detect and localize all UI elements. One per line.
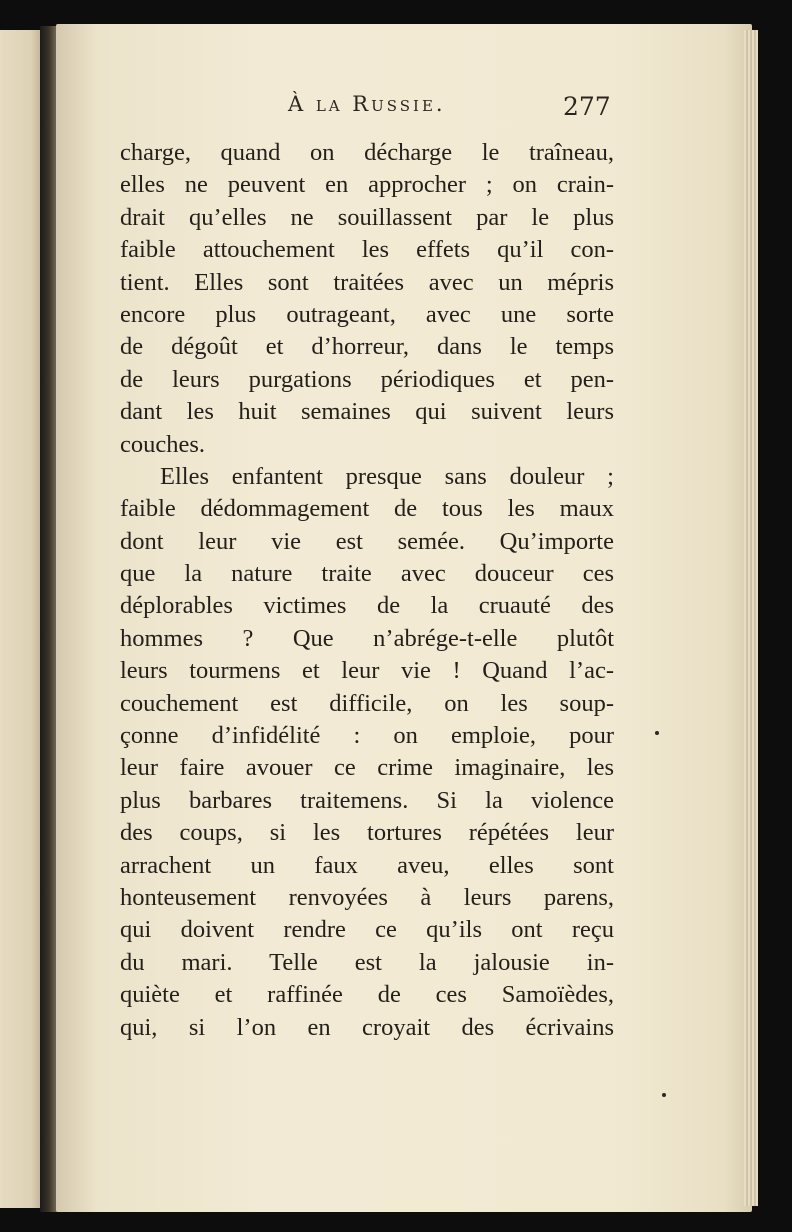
page-edges — [744, 30, 758, 1206]
text-line: couchement est difficile, on les soup- — [120, 689, 614, 717]
page-number: 277 — [563, 92, 611, 121]
text-line: plus barbares traitemens. Si la violence — [120, 786, 614, 814]
paragraph-2 — [120, 461, 614, 1044]
text-line: dont leur vie est semée. Qu’importe — [120, 527, 614, 555]
adjacent-page-edge — [0, 30, 44, 1208]
text-line: charge, quand on décharge le traîneau, — [120, 139, 614, 166]
text-line: déplorables victimes de la cruauté des — [120, 592, 614, 620]
text-line: encore plus outrageant, avec une sorte — [120, 300, 614, 328]
text-line: qui doivent rendre ce qu’ils ont reçu — [120, 916, 614, 944]
text-line: quiète et raffinée de ces Samoïèdes, — [120, 981, 614, 1009]
text-line: du mari. Telle est la jalousie in- — [120, 948, 614, 976]
text-line: de dégoût et d’horreur, dans le temps — [120, 333, 614, 361]
text-line: de leurs purgations périodiques et pen- — [120, 365, 614, 393]
text-line: dant les huit semaines qui suivent leurs — [120, 398, 614, 426]
text-line: faible dédommagement de tous les maux — [120, 495, 614, 523]
text-line: hommes ? Que n’abrége-t-elle plutôt — [120, 624, 614, 652]
running-head: À la Russie. — [288, 92, 446, 116]
text-line: elles ne peuvent en approcher ; on crain- — [120, 171, 614, 199]
text-line: que la nature traite avec douceur ces — [120, 560, 614, 588]
body-text — [120, 137, 614, 1044]
text-line: honteusement renvoyées à leurs parens, — [120, 883, 614, 911]
text-line: Elles enfantent presque sans douleur ; — [160, 462, 614, 490]
text-line: leur faire avouer ce crime imaginaire, les — [120, 754, 614, 782]
text-line: des coups, si les tortures répétées leur — [120, 819, 614, 847]
text-line: qui, si l’on en croyait des écrivains — [120, 1013, 614, 1041]
paper-speck — [655, 731, 659, 735]
text-line: tient. Elles sont traitées avec un mépris — [120, 268, 614, 296]
paper-speck — [662, 1093, 666, 1097]
text-line: faible attouchement les effets qu’il con- — [120, 236, 614, 264]
text-line: arrachent un faux aveu, elles sont — [120, 851, 614, 879]
paragraph-1 — [120, 137, 614, 461]
text-line: leurs tourmens et leur vie ! Quand l’ac- — [120, 657, 614, 685]
text-line: çonne d’infidélité : on emploie, pour — [120, 722, 614, 750]
text-line: couches. — [120, 430, 206, 458]
text-line: drait qu’elles ne souillassent par le plus — [120, 203, 614, 231]
